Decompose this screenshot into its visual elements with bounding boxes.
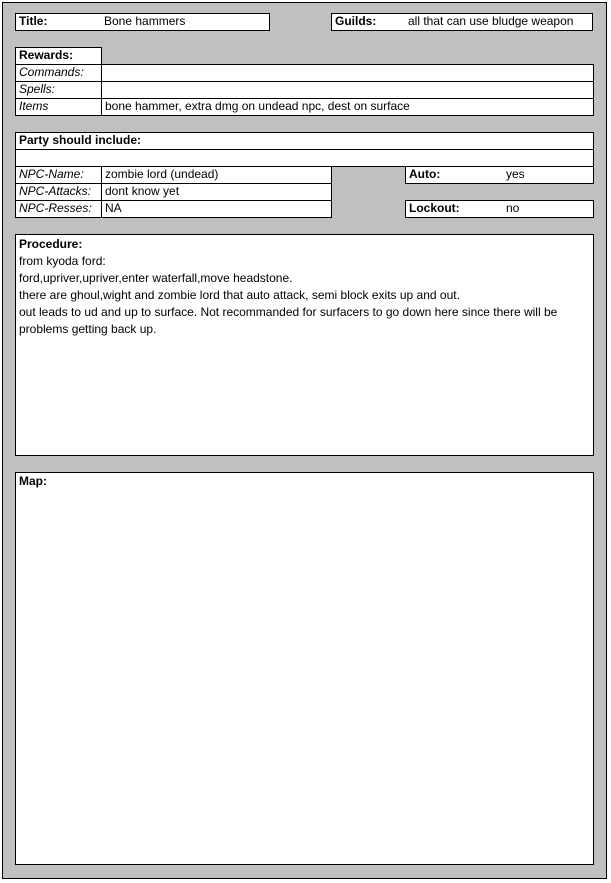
rewards-items-value bbox=[101, 98, 594, 116]
lockout-field bbox=[405, 200, 594, 218]
npc-attacks-value bbox=[101, 183, 332, 201]
guilds-value: all that can use bludge weapon bbox=[408, 14, 574, 28]
procedure-line: out leads to ud and up to surface. Not recommanded for surfacers to go down here since there will be problems getting back up. bbox=[19, 305, 558, 336]
rewards-commands-value bbox=[101, 64, 594, 82]
auto-label: Auto: bbox=[409, 167, 441, 181]
map-heading: Map: bbox=[19, 474, 47, 488]
party-heading-text: Party should include: bbox=[19, 133, 142, 147]
npc-name-value bbox=[101, 166, 332, 184]
title-field bbox=[15, 13, 270, 31]
npc-attacks-value-text: dont know yet bbox=[105, 184, 180, 198]
npc-resses-label bbox=[15, 200, 102, 218]
procedure-box bbox=[15, 234, 594, 456]
npc-resses-value-text: NA bbox=[105, 201, 122, 215]
title-label: Title: bbox=[19, 14, 48, 28]
rewards-commands-label bbox=[15, 64, 102, 82]
npc-resses-value bbox=[101, 200, 332, 218]
npc-name-label bbox=[15, 166, 102, 184]
rewards-spells-value bbox=[101, 81, 594, 99]
procedure-line: ford,upriver,upriver,enter waterfall,move headstone. bbox=[19, 271, 293, 285]
guilds-label: Guilds: bbox=[335, 14, 377, 28]
rewards-items-label bbox=[15, 98, 102, 116]
commands-label: Commands: bbox=[19, 65, 84, 79]
items-label: Items bbox=[19, 99, 49, 113]
rewards-spells-label bbox=[15, 81, 102, 99]
npc-attacks-label-text: NPC-Attacks: bbox=[19, 184, 92, 198]
title-value: Bone hammers bbox=[104, 14, 186, 28]
spells-label: Spells: bbox=[19, 82, 56, 96]
items-value: bone hammer, extra dmg on undead npc, dest on surface bbox=[105, 99, 410, 113]
auto-value: yes bbox=[506, 167, 525, 181]
party-row bbox=[15, 149, 594, 167]
lockout-label: Lockout: bbox=[409, 201, 460, 215]
npc-resses-label-text: NPC-Resses: bbox=[19, 201, 92, 215]
procedure-heading: Procedure: bbox=[19, 237, 83, 251]
npc-name-label-text: NPC-Name: bbox=[19, 167, 84, 181]
party-heading bbox=[15, 132, 594, 150]
npc-attacks-label bbox=[15, 183, 102, 201]
procedure-line: there are ghoul,wight and zombie lord that auto attack, semi block exits up and out. bbox=[19, 288, 460, 302]
rewards-heading bbox=[15, 47, 102, 65]
lockout-value: no bbox=[506, 201, 520, 215]
procedure-line: from kyoda ford: bbox=[19, 254, 106, 268]
map-box bbox=[15, 472, 594, 865]
rewards-heading-text: Rewards: bbox=[19, 48, 74, 62]
guilds-field bbox=[331, 13, 593, 31]
auto-field bbox=[405, 166, 594, 184]
npc-name-value-text: zombie lord (undead) bbox=[105, 167, 219, 181]
